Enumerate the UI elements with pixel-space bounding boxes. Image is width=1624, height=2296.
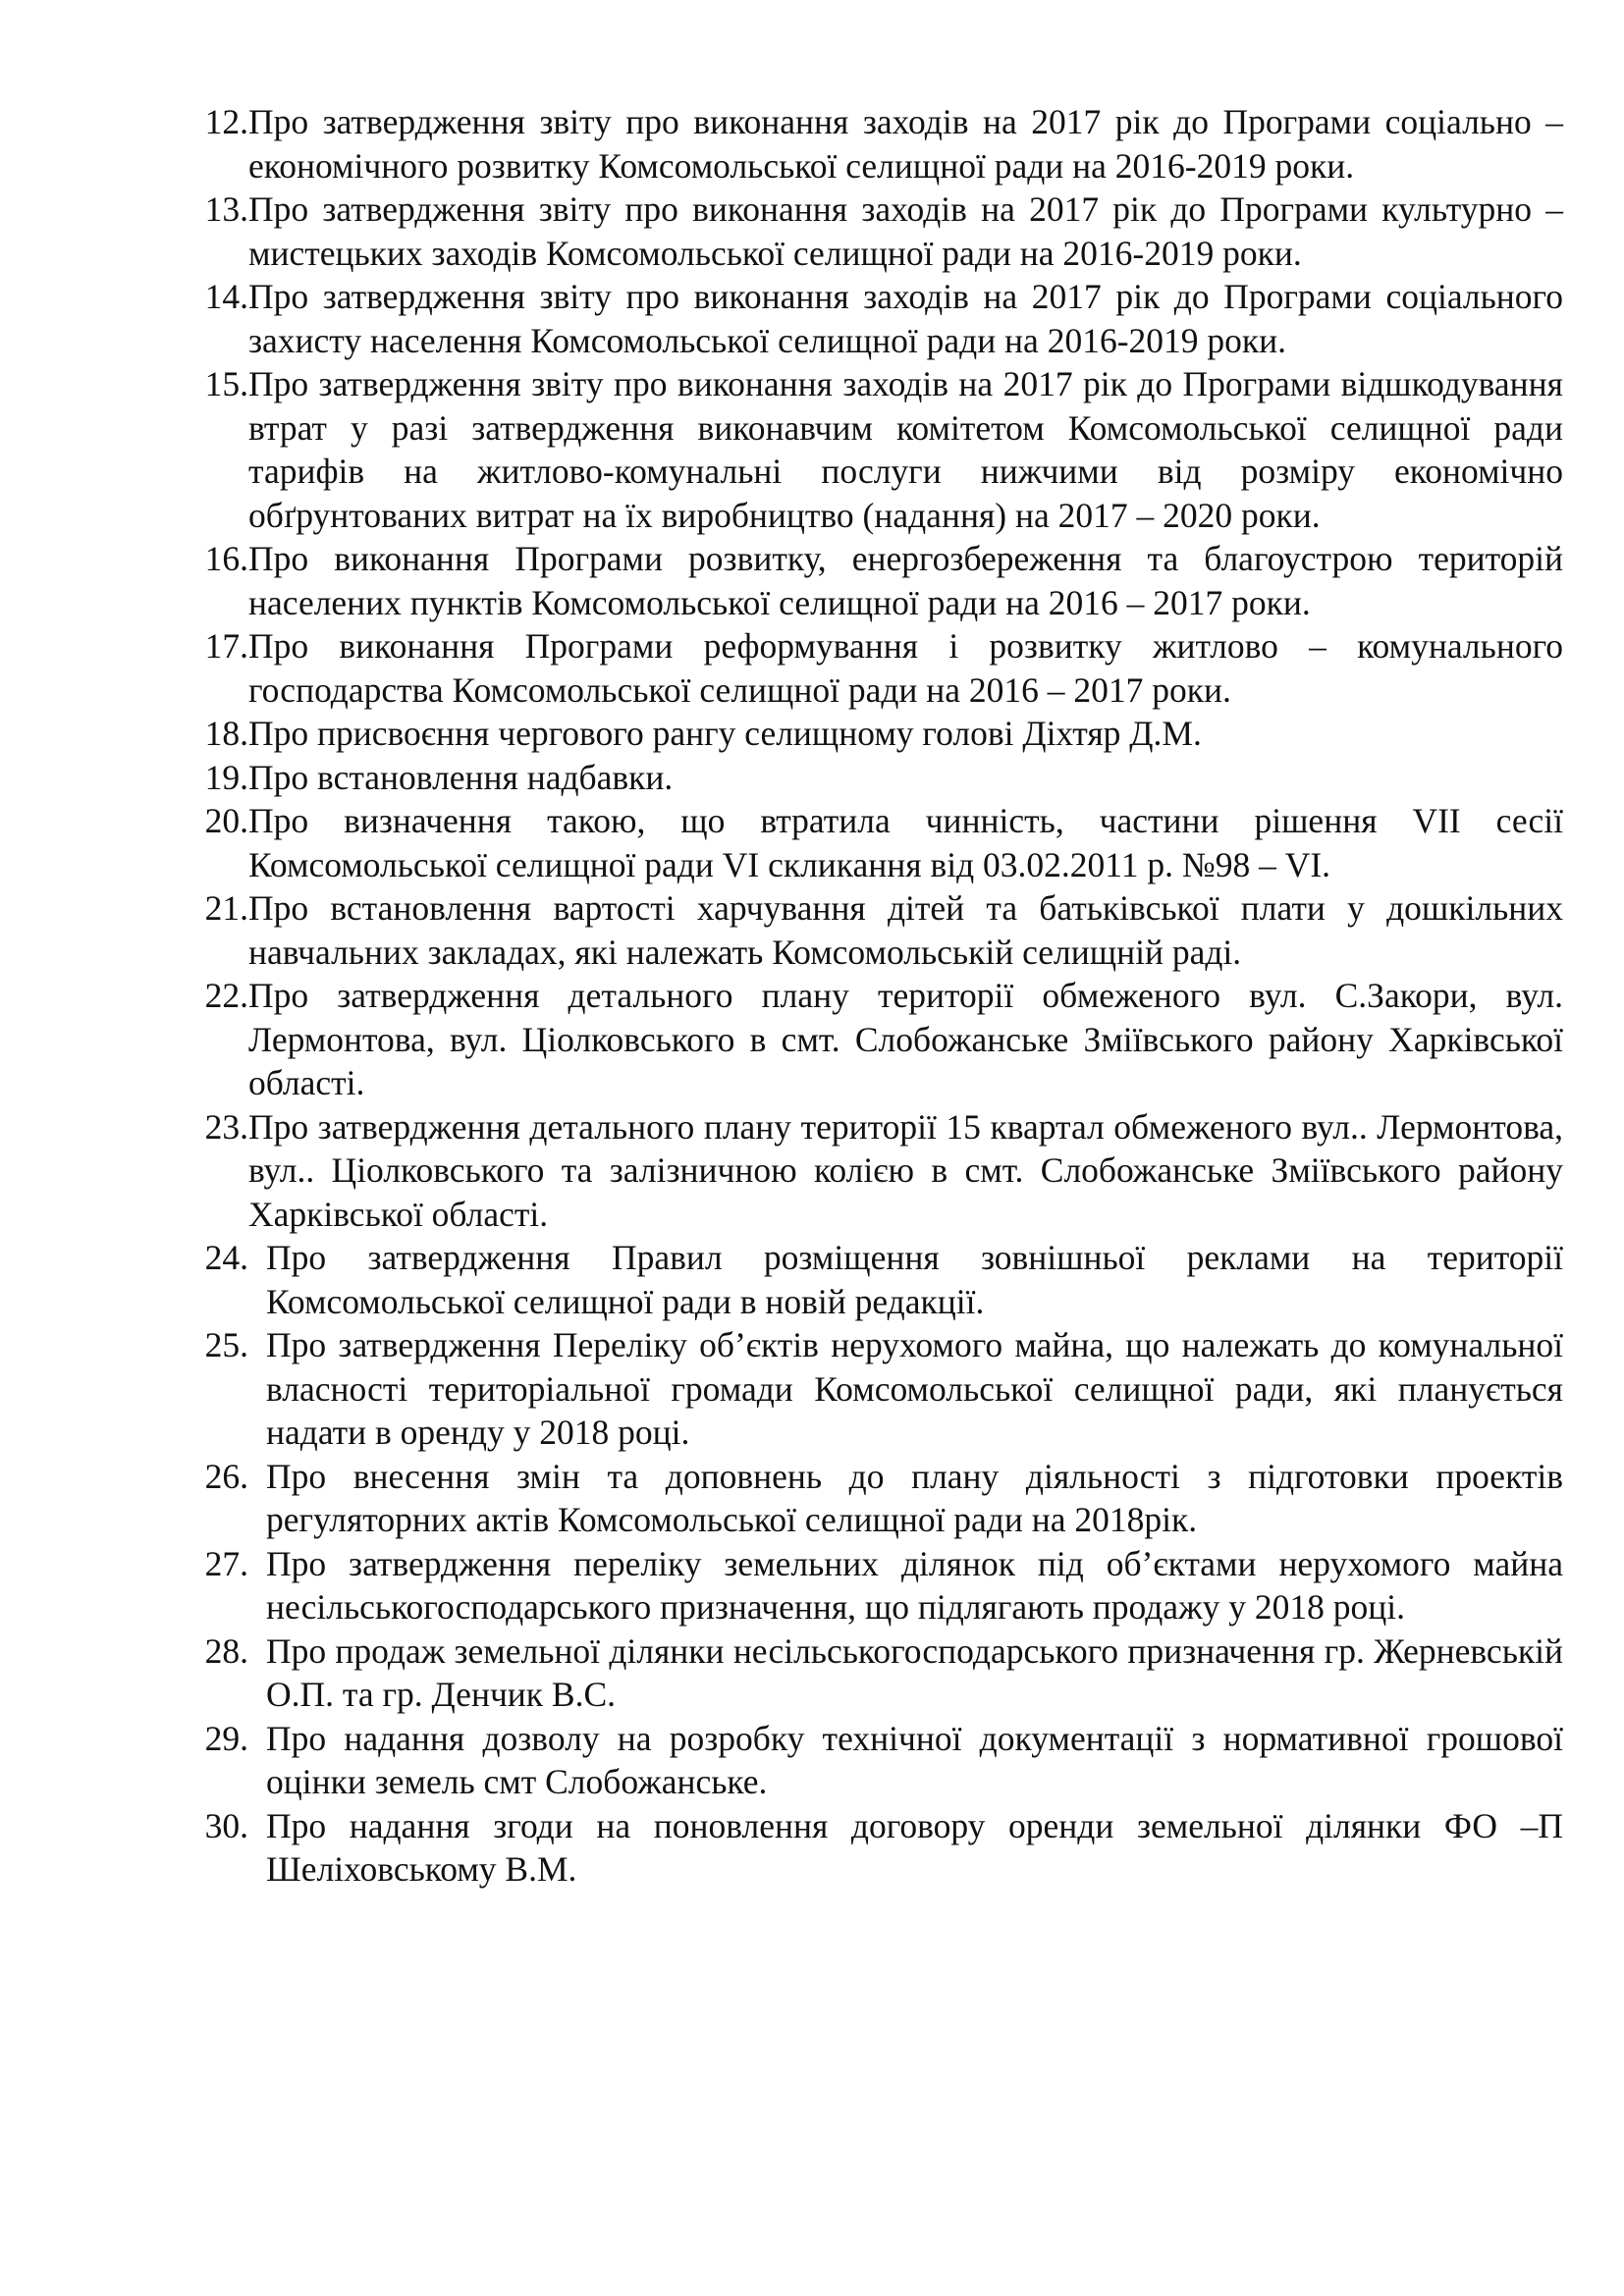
item-text: Про внесення змін та доповнень до плану діяльності з підготовки проектів регуляторних актів Комсомольської селищної ради на 2018рік. [266,1456,1563,1539]
item-number: 24. [204,1238,248,1277]
list-item [196,187,1563,275]
agenda-list [196,100,1563,1892]
item-text: Про затвердження звіту про виконання заходів на 2017 рік до Програми соціального захисту населення Комсомольської селищної ради на 2016-2019 роки. [248,277,1563,360]
list-item [196,100,1563,187]
item-text: Про виконання Програми розвитку, енергозбереження та благоустрою територій населених пунктів Комсомольської селищної ради на 2016 – 2017 роки. [248,539,1563,622]
item-text: Про затвердження детального плану території 15 квартал обмеженого вул.. Лермонтова, вул.. Ціолковського та залізничною колією в смт. Слобожанське Зміївського району Харківської області. [248,1106,1563,1234]
item-text: Про затвердження Правил розміщення зовнішньої реклами на території Комсомольської селищної ради в новій редакції. [266,1238,1563,1321]
item-text: Про встановлення вартості харчування дітей та батьківської плати у дошкільних навчальних закладах, які належать Комсомольській селищній раді. [248,888,1563,972]
list-item [196,974,1563,1105]
item-number: 28. [204,1630,248,1671]
item-number: 25. [204,1325,248,1364]
list-item [196,362,1563,537]
item-number: 19. [204,757,248,797]
list-item [196,1629,1563,1717]
item-text: Про затвердження детального плану території обмеженого вул. С.Закори, вул. Лермонтова, вул. Ціолковського в смт. Слобожанське Зміївського району Харківської області. [248,976,1563,1102]
item-text: Про затвердження звіту про виконання заходів на 2017 рік до Програми культурно – мистецьких заходів Комсомольської селищної ради на 2016-2019 роки. [248,189,1563,273]
document-page [196,100,1563,1892]
item-text: Про затвердження звіту про виконання заходів на 2017 рік до Програми соціально – економічного розвитку Комсомольської селищної ради на 2016-2019 роки. [248,102,1563,186]
item-text: Про надання згоди на поновлення договору оренди земельної ділянки ФО –П Шеліховському В.М. [266,1805,1563,1889]
item-number: 30. [204,1805,248,1845]
item-number: 16. [204,539,248,578]
list-item [196,275,1563,362]
list-item [196,1804,1563,1892]
item-number: 21. [204,888,248,928]
item-number: 27. [204,1543,248,1583]
list-item [196,537,1563,624]
item-text: Про затвердження переліку земельних ділянок під об’єктами нерухомого майна несільськогосподарського призначення, що підлягають продажу у 2018 році. [266,1543,1563,1627]
item-text: Про визначення такою, що втратила чинність, частини рішення VII сесії Комсомольської селищної ради VI скликання від 03.02.2011 р. №98 – VI. [248,801,1563,884]
item-text: Про затвердження Переліку об’єктів нерухомого майна, що належать до комунальної власності територіальної громади Комсомольської селищної ради, які планується надати в оренду у 2018 році. [266,1325,1563,1452]
list-item [196,712,1563,756]
item-number: 15. [204,364,248,403]
item-number: 26. [204,1456,248,1496]
list-item [196,1717,1563,1804]
item-text: Про надання дозволу на розробку технічної документації з нормативної грошової оцінки земель смт Слобожанське. [266,1718,1563,1801]
item-text: Про присвоєння чергового рангу селищному голові Діхтяр Д.М. [248,714,1202,753]
item-number: 29. [204,1718,248,1758]
list-item [196,756,1563,800]
list-item [196,886,1563,974]
item-number: 18. [204,714,248,753]
item-number: 17. [204,626,248,666]
item-text: Про встановлення надбавки. [248,757,674,797]
item-number: 20. [204,801,248,840]
list-item [196,1323,1563,1455]
item-number: 12. [204,102,248,141]
item-text: Про виконання Програми реформування і розвитку житлово – комунального господарства Комсомольської селищної ради на 2016 – 2017 роки. [248,626,1563,710]
item-text: Про продаж земельної ділянки несільськогосподарського призначення гр. Жерневській О.П. та гр. Денчик В.С. [266,1630,1563,1714]
list-item [196,1236,1563,1323]
list-item [196,799,1563,886]
list-item [196,1105,1563,1237]
list-item [196,1542,1563,1629]
item-number: 23. [204,1106,248,1147]
item-number: 13. [204,189,248,229]
list-item [196,624,1563,712]
item-text: Про затвердження звіту про виконання заходів на 2017 рік до Програми відшкодування втрат у разі затвердження виконавчим комітетом Комсомольської селищної ради тарифів на житлово-комунальні послуги нижчими від розміру економічно обґрунтованих витрат на їх виробництво (надання) на 2017 – 2020 роки. [248,364,1563,535]
item-number: 14. [204,277,248,316]
list-item [196,1455,1563,1542]
item-number: 22. [204,976,248,1015]
